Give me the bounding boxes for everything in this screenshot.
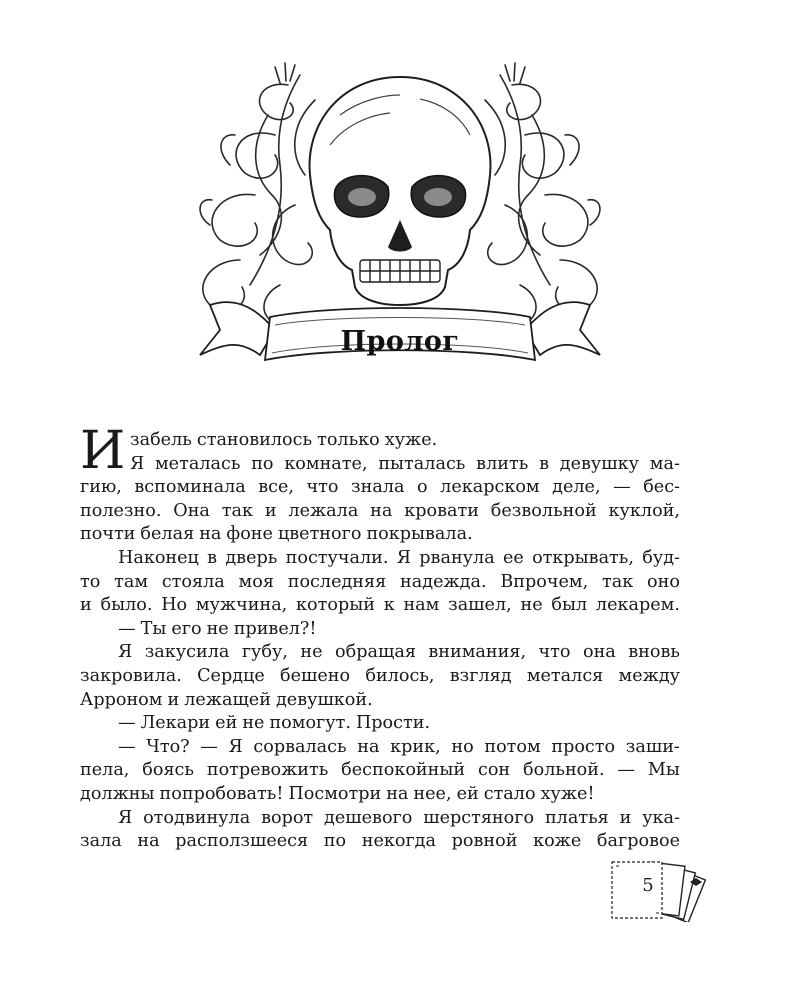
text-line: то там стояла моя последняя надежда. Впрочем, так оно xyxy=(80,571,680,592)
text-line: Я закусила губу, не обращая внимания, что она вновь xyxy=(118,642,680,663)
text-line: почти белая на фоне цветного покрывала. xyxy=(80,524,473,545)
body-text xyxy=(80,421,680,854)
drop-cap: И xyxy=(80,421,126,481)
text-line: должны попробовать! Посмотри на нее, ей стало хуже! xyxy=(80,783,595,804)
text-line: полезно. Она так и лежала на кровати безвольной куклой, xyxy=(80,500,680,521)
playing-cards-icon xyxy=(606,858,718,922)
chapter-title: Пролог xyxy=(340,326,460,357)
text-line: И забель становилось только хуже. xyxy=(80,421,438,481)
text-line: гию, вспоминала все, что знала о лекарском деле, — бес- xyxy=(80,477,680,498)
text-line: — Ты его не привел?! xyxy=(118,618,317,639)
page-number: 5 xyxy=(642,875,654,896)
text-line: зала на расползшееся по некогда ровной коже багровое xyxy=(80,831,680,852)
text-line: закровила. Сердце бешено билось, взгляд метался между xyxy=(80,665,680,686)
text-line: Я отодвинула ворот дешевого шерстяного платья и ука- xyxy=(118,807,680,828)
text-line: Я металась по комнате, пыталась влить в девушку ма- xyxy=(130,453,680,474)
text-line: — Лекари ей не помогут. Прости. xyxy=(118,713,431,734)
text-line: — Что? — Я сорвалась на крик, но потом просто заши- xyxy=(118,736,680,757)
text-line: пела, боясь потревожить беспокойный сон больной. — Мы xyxy=(80,760,680,781)
text-line: Наконец в дверь постучали. Я рванула ее открывать, буд- xyxy=(118,547,680,568)
text-line: Арроном и лежащей девушкой. xyxy=(80,689,373,710)
text-line: и было. Но мужчина, который к нам зашел, не был лекарем. xyxy=(80,595,680,616)
